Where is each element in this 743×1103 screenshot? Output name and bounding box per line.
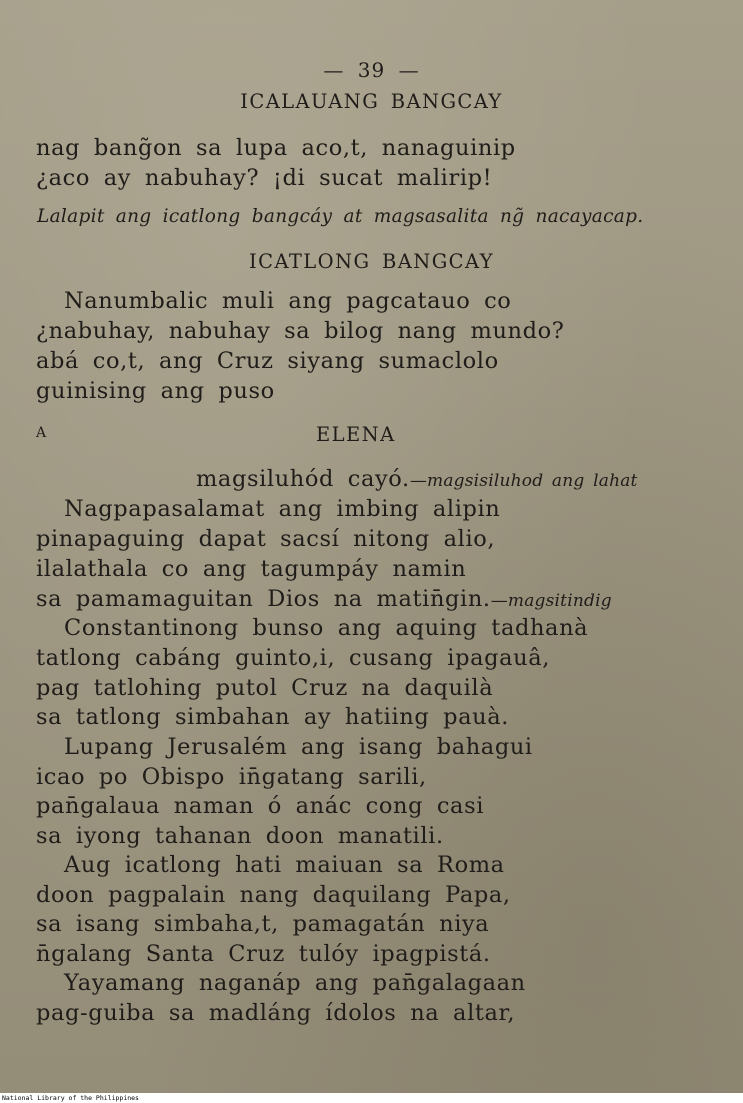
verse-line: ilalathala co ang tagumpáy namin [36, 556, 467, 582]
verse-line: doon pagpalain nang daquilang Papa, [36, 882, 511, 908]
inline-stage-direction: —magsisiluhod ang lahat [409, 471, 638, 491]
verse-line: Nanumbalic muli ang pagcatauo co [64, 288, 512, 314]
verse-line: Lupang Jerusalém ang isang bahagui [64, 734, 533, 760]
page-number: — 39 — [323, 58, 420, 82]
verse-line-with-direction [196, 468, 638, 491]
verse-line: ¿aco ay nabuhay? ¡di sucat malirip! [36, 165, 493, 191]
library-footer: National Library of the Philippines [0, 1093, 743, 1103]
verse-line: n̄galang Santa Cruz tulóy ipagpistá. [36, 941, 491, 967]
verse-line: pinapaguing dapat sacsí nitong alio, [36, 526, 496, 552]
verse-line: Constantinong bunso ang aquing tadhanà [64, 615, 589, 641]
inline-stage-direction: —magsitindig [490, 591, 612, 611]
heading-icatlong-bangcay: ICATLONG BANGCAY [249, 250, 494, 273]
verse-line: ¿nabuhay, nabuhay sa bilog nang mundo? [36, 318, 565, 344]
heading-elena: ELENA [316, 423, 396, 446]
heading-icalauang-bangcay: ICALAUANG BANGCAY [240, 90, 503, 113]
verse-line: guinising ang puso [36, 378, 275, 404]
verse-line: abá co,t, ang Cruz siyang sumaclolo [36, 348, 499, 374]
verse-line: pag tatlohing putol Cruz na daquilà [36, 675, 494, 701]
verse-line: nag bang̃on sa lupa aco,t, nanaguinip [36, 135, 516, 161]
verse-line: pan̄galaua naman ó anác cong casi [36, 793, 485, 819]
verse-line: sa iyong tahanan doon manatili. [36, 823, 444, 849]
verse-line-with-direction [36, 588, 612, 611]
verse-text: magsiluhód cayó. [196, 466, 410, 492]
verse-line: pag-guiba sa madláng ídolos na altar, [36, 1000, 516, 1026]
verse-line: Yayamang naganáp ang pan̄galagaan [64, 970, 526, 996]
verse-line: Aug icatlong hati maiuan sa Roma [64, 852, 505, 878]
verse-line: Nagpapasalamat ang imbing alipin [64, 496, 501, 522]
verse-line: sa tatlong simbahan ay hatiing pauà. [36, 704, 509, 730]
verse-line: icao po Obispo in̄gatang sarili, [36, 764, 427, 790]
verse-line: sa isang simbaha,t, pamagatán niya [36, 911, 490, 937]
verse-text: sa pamamaguitan Dios na matin̄gin. [36, 586, 491, 612]
margin-marker: A [36, 425, 47, 441]
stage-direction: Lalapit ang icatlong bangcáy at magsasalita ng̃ nacayacap. [37, 206, 644, 227]
verse-line: tatlong cabáng guinto,i, cusang ipagauâ, [36, 645, 550, 671]
